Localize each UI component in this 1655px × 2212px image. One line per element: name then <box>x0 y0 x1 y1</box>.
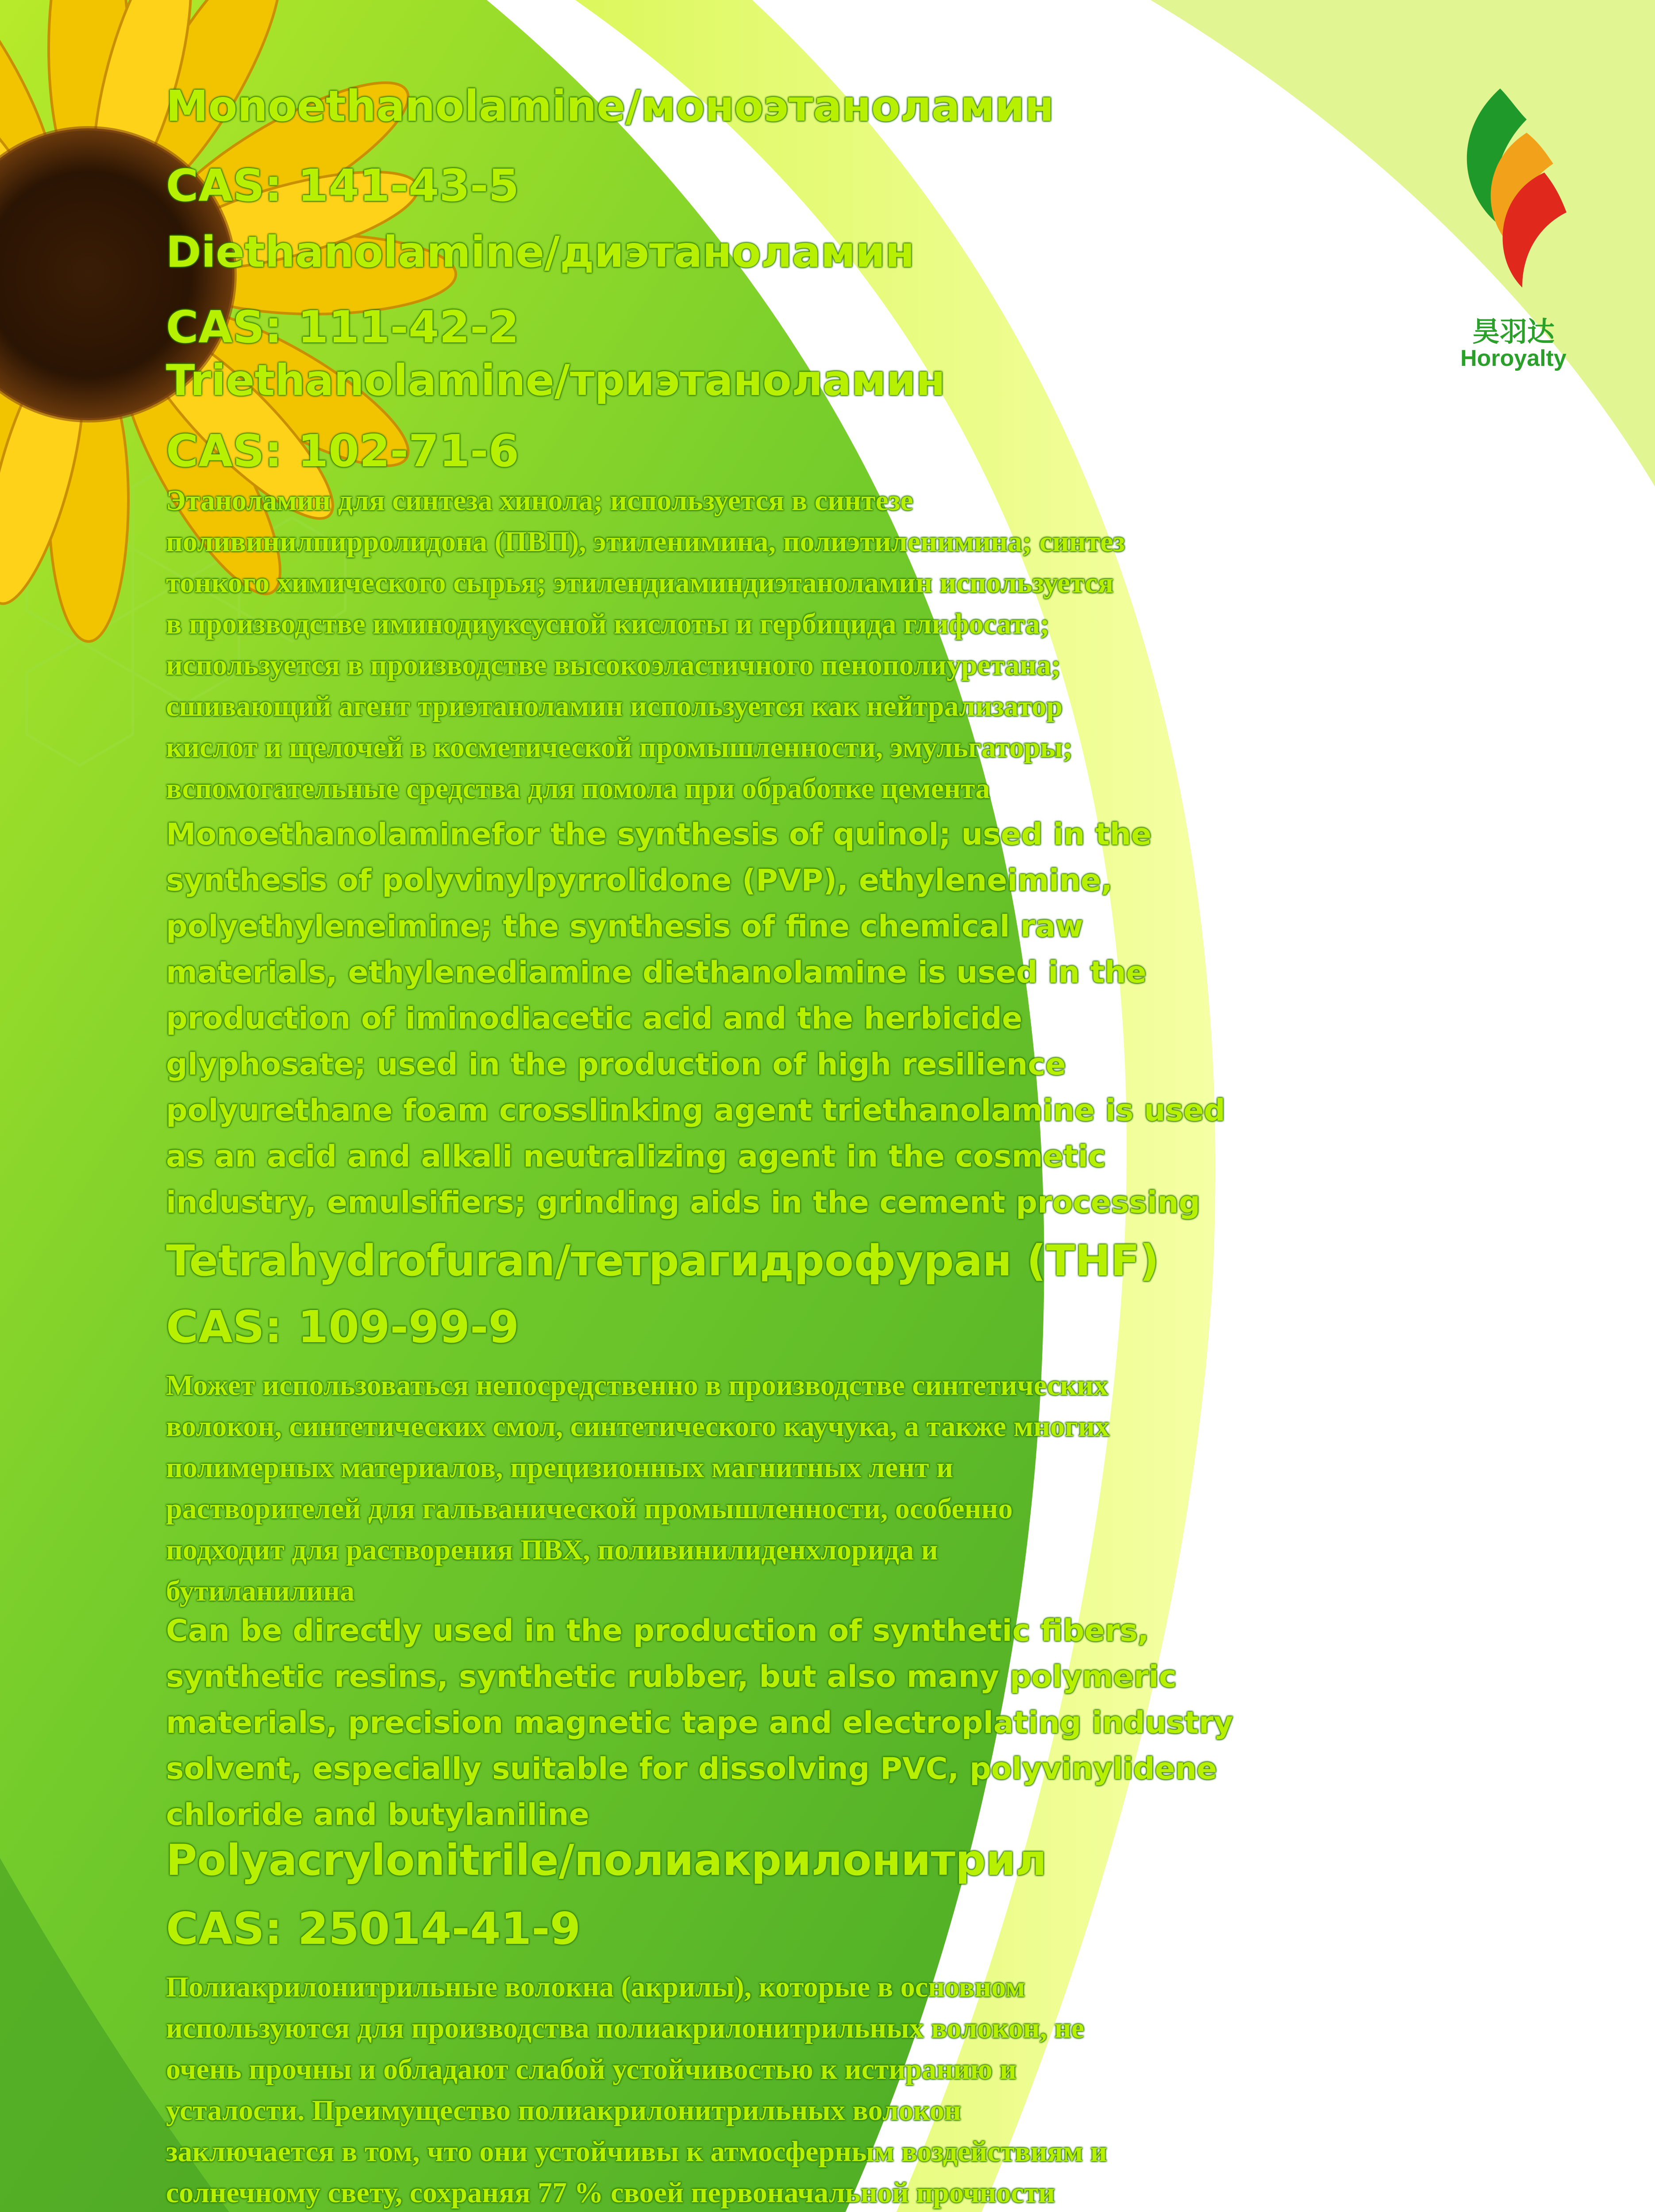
cas-number: CAS: 141-43-5 <box>166 160 520 211</box>
cas-number: CAS: 111-42-2 <box>166 301 520 353</box>
description-ru-line: используются для производства полиакрилонитрильных волокон, не <box>166 2012 1085 2044</box>
cas-number: CAS: 25014-41-9 <box>166 1903 581 1955</box>
cas-number: CAS: 109-99-9 <box>166 1301 520 1353</box>
logo-name-cn: 昊羽达 <box>1472 315 1555 348</box>
description-ru-line: подходит для растворения ПВХ, поливинилиденхлорида и <box>166 1534 938 1566</box>
description-ru-line: усталости. Преимущество полиакрилонитрильных волокон <box>166 2094 961 2127</box>
description-en-line: materials, precision magnetic tape and electroplating industry <box>166 1705 1233 1740</box>
product-heading: Polyacrylonitrile/полиакрилонитрил <box>166 1836 1047 1885</box>
description-ru-line: поливинилпирролидона (ПВП), этиленимина, полиэтиленимина; синтез <box>166 526 1125 558</box>
description-en-line: synthesis of polyvinylpyrrolidone (PVP), ethyleneimine, <box>166 863 1112 898</box>
product-heading: Triethanolamine/триэтаноламин <box>166 356 946 405</box>
description-en-line: as an acid and alkali neutralizing agent in the cosmetic <box>166 1139 1106 1174</box>
description-ru-line: Этаноламин для синтеза хинола; используется в синтезе <box>166 484 913 517</box>
description-en-line: polyurethane foam crosslinking agent triethanolamine is used <box>166 1093 1226 1128</box>
description-en-line: polyethyleneimine; the synthesis of fine chemical raw <box>166 909 1084 944</box>
description-ru-line: солнечному свету, сохраняя 77 % своей первоначальной прочности <box>166 2177 1055 2209</box>
cas-number: CAS: 102-71-6 <box>166 425 520 477</box>
description-ru-line: сшивающий агент триэтаноламин используется как нейтрализатор <box>166 690 1063 722</box>
description-ru-line: растворителей для гальванической промышленности, особенно <box>166 1493 1013 1525</box>
description-ru-line: вспомогательные средства для помола при обработке цемента <box>166 772 990 805</box>
description-ru-line: бутиланилина <box>166 1575 355 1607</box>
product-heading: Tetrahydrofuran/тетрагидрофуран (THF) <box>166 1236 1159 1286</box>
description-ru-line: Может использоваться непосредственно в производстве синтетических <box>166 1369 1108 1402</box>
logo-name-en: Horoyalty <box>1460 346 1566 371</box>
description-en-line: solvent, especially suitable for dissolving PVC, polyvinylidene <box>166 1751 1217 1786</box>
description-ru-line: волокон, синтетических смол, синтетического каучука, а также многих <box>166 1410 1110 1443</box>
description-en-line: Monoethanolaminefor the synthesis of quinol; used in the <box>166 817 1152 852</box>
description-en-line: Can be directly used in the production of synthetic fibers, <box>166 1613 1149 1648</box>
description-ru-line: кислот и щелочей в косметической промышленности, эмульгаторы; <box>166 731 1073 764</box>
description-en-line: chloride and butylaniline <box>166 1797 589 1832</box>
description-ru-line: заключается в том, что они устойчивы к атмосферным воздействиям и <box>166 2135 1107 2168</box>
description-en-line: glyphosate; used in the production of high resilience <box>166 1047 1066 1082</box>
description-ru-line: тонкого химического сырья; этилендиаминдиэтаноламин используется <box>166 567 1114 599</box>
description-ru-line: используется в производстве высокоэластичного пенополиуретана; <box>166 649 1061 681</box>
description-ru-line: полимерных материалов, прецизионных магнитных лент и <box>166 1452 954 1484</box>
product-heading: Diethanolamine/диэтаноламин <box>166 227 915 277</box>
description-ru-line: очень прочны и обладают слабой устойчивостью к истиранию и <box>166 2053 1017 2085</box>
description-ru-line: Полиакрилонитрильные волокна (акрилы), которые в основном <box>166 1971 1025 2003</box>
description-en-line: synthetic resins, synthetic rubber, but also many polymeric <box>166 1659 1177 1694</box>
description-ru-line: в производстве иминодиуксусной кислоты и гербицида глифосата; <box>166 608 1050 640</box>
description-en-line: production of iminodiacetic acid and the herbicide <box>166 1001 1023 1036</box>
product-heading: Monoethanolamine/моноэтаноламин <box>166 81 1054 131</box>
description-en-line: industry, emulsifiers; grinding aids in the cement processing <box>166 1185 1201 1220</box>
description-en-line: materials, ethylenediamine diethanolamine is used in the <box>166 955 1147 990</box>
